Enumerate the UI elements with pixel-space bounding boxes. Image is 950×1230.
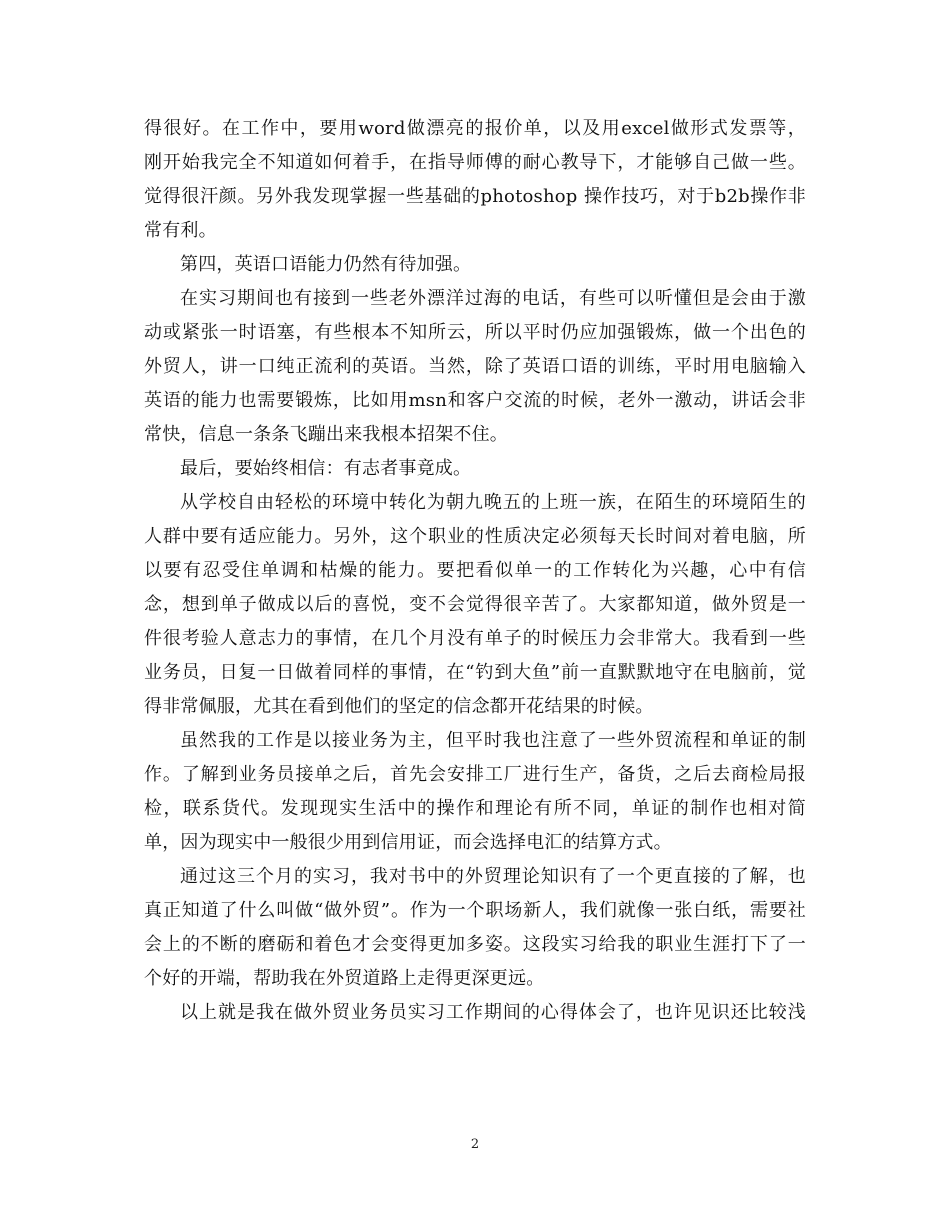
page-number: 2 [470,1137,480,1152]
text-line: 第四，英语口语能力仍然有待加强。 [180,254,472,275]
text-line: 常有利。 [144,220,217,241]
text-line: 单，因为现实中一般很少用到信用证，而会选择电汇的结算方式。 [144,832,672,853]
text-line: 会上的不断的磨砺和着色才会变得更加多姿。这段实习给我的职业生涯打下了一 [144,934,806,955]
text-line: 以要有忍受住单调和枯燥的能力。要把看似单一的工作转化为兴趣，心中有信 [144,560,806,581]
text-line: 得非常佩服，尤其在看到他们的坚定的信念都开花结果的时候。 [144,696,654,717]
text-line: 动或紧张一时语塞，有些根本不知所云，所以平时仍应加强锻炼，做一个出色的 [144,322,806,343]
text-line: 业务员，日复一日做着同样的事情，在“钓到大鱼”前一直默默地守在电脑前，觉 [144,662,806,683]
text-line: 在实习期间也有接到一些老外漂洋过海的电话，有些可以听懂但是会由于激 [180,288,806,309]
text-line: 以上就是我在做外贸业务员实习工作期间的心得体会了，也许见识还比较浅 [180,1002,806,1023]
text-line: 最后，要始终相信：有志者事竟成。 [180,458,472,479]
text-line: 外贸人，讲一口纯正流利的英语。当然，除了英语口语的训练，平时用电脑输入 [144,356,806,377]
text-line: 念，想到单子做成以后的喜悦，变不会觉得很辛苦了。大家都知道，做外贸是一 [144,594,806,615]
text-line: 英语的能力也需要锻炼，比如用msn和客户交流的时候，老外一激动，讲话会非 [144,390,806,411]
text-line: 人群中要有适应能力。另外，这个职业的性质决定必须每天长时间对着电脑，所 [144,526,806,547]
text-line: 刚开始我完全不知道如何着手，在指导师傅的耐心教导下，才能够自己做一些。 [144,152,806,173]
document-body [144,112,806,1030]
text-line: 通过这三个月的实习，我对书中的外贸理论知识有了一个更直接的了解，也 [180,866,806,887]
text-line: 真正知道了什么叫做“做外贸”。作为一个职场新人，我们就像一张白纸，需要社 [144,900,806,921]
text-line: 从学校自由轻松的环境中转化为朝九晚五的上班一族，在陌生的环境陌生的 [180,492,806,513]
text-line: 常快，信息一条条飞蹦出来我根本招架不住。 [144,424,508,445]
text-line: 得很好。在工作中，要用word做漂亮的报价单，以及用excel做形式发票等， [144,118,806,139]
text-line: 个好的开端，帮助我在外贸道路上走得更深更远。 [144,968,545,989]
text-line: 件很考验人意志力的事情，在几个月没有单子的时候压力会非常大。我看到一些 [144,628,806,649]
text-line: 作。了解到业务员接单之后，首先会安排工厂进行生产，备货，之后去商检局报 [144,764,806,785]
text-line: 虽然我的工作是以接业务为主，但平时我也注意了一些外贸流程和单证的制 [180,730,806,751]
text-line: 检，联系货代。发现现实生活中的操作和理论有所不同，单证的制作也相对简 [144,798,806,819]
text-line: 觉得很汗颜。另外我发现掌握一些基础的photoshop 操作技巧，对于b2b操作非 [144,186,806,207]
